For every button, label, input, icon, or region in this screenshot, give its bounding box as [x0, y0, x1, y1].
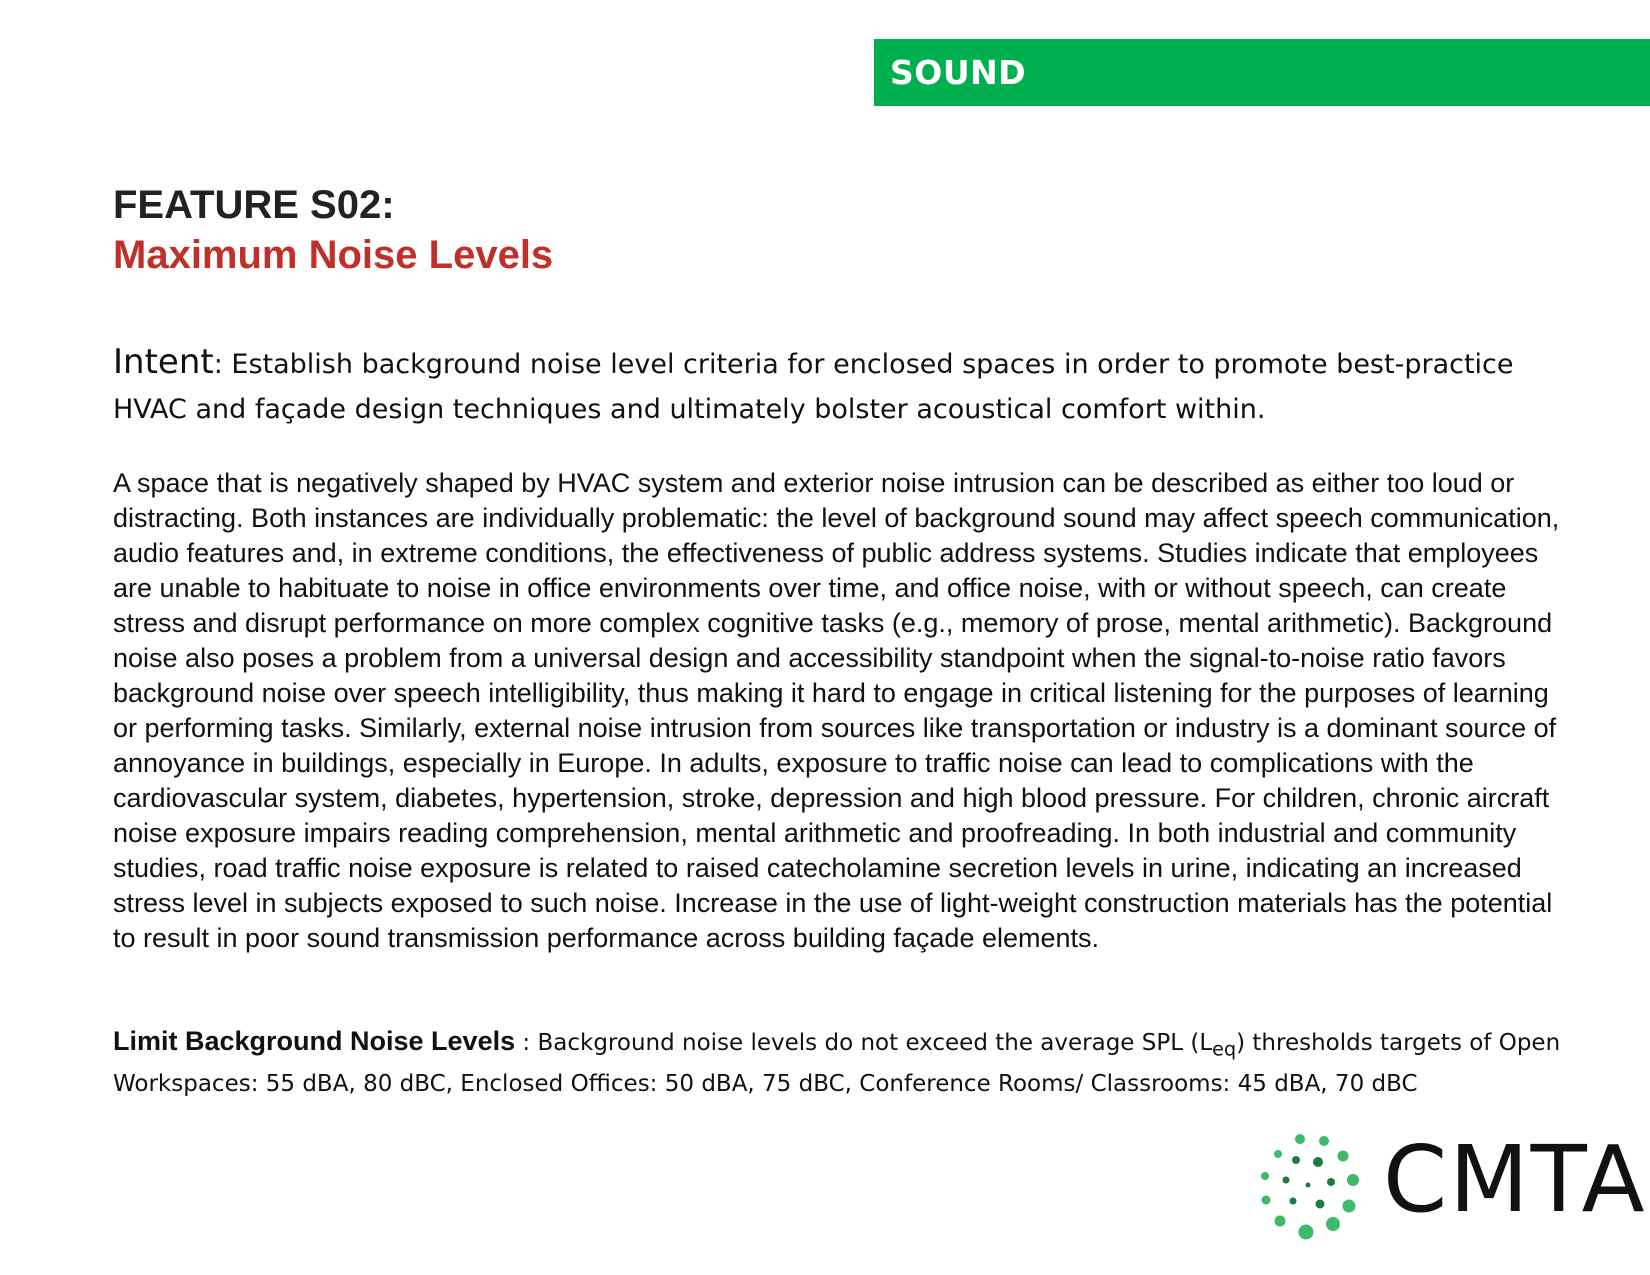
limit-requirement: [113, 1024, 1573, 1102]
category-banner: [874, 39, 1650, 106]
cmta-logo-text: CMTA: [1383, 1126, 1647, 1233]
intent-statement: [113, 340, 1573, 432]
intent-label: Intent: [113, 342, 214, 382]
limit-label: Limit Background Noise Levels: [113, 1026, 516, 1056]
limit-text-before: Background noise levels do not exceed the average SPL (L: [530, 1030, 1213, 1056]
logo-dots-inner: [1283, 1156, 1336, 1209]
limit-text-after: ) thresholds targets of Open Workspaces: 55 dBA, 80 dBC, Enclosed Offices: 50 dBA, 75 dBC, Conference Rooms/ Classrooms: 45 dBA, 70 dBC: [113, 1030, 1561, 1097]
feature-title: Maximum Noise Levels: [113, 233, 554, 277]
intent-text: Establish background noise level criteria for enclosed spaces in order to promote best-practice HVAC and façade design techniques and ultimately bolster acoustical comfort within.: [113, 349, 1514, 425]
logo-dots-outer: [1261, 1134, 1359, 1240]
limit-separator: :: [515, 1030, 531, 1056]
intent-separator: :: [213, 349, 223, 380]
cmta-dot-cluster-icon: [1258, 1132, 1366, 1240]
category-label: SOUND: [890, 53, 1027, 92]
feature-code: FEATURE S02:: [113, 183, 395, 227]
body-paragraph: A space that is negatively shaped by HVAC system and exterior noise intrusion can be described as either too loud or distracting. Both instances are individually problematic: the level of background sound may affect speech communication, audio features and, in extreme conditions, the effectiveness of public address systems. Studies indicate that employees are unable to habituate to noise in office environments over time, and office noise, with or without speech, can create stress and disrupt performance on more complex cognitive tasks (e.g., memory of prose, mental arithmetic). Background noise also poses a problem from a universal design and accessibility standpoint when the signal-to-noise ratio favors background noise over speech intelligibility, thus making it hard to engage in critical listening for the purposes of learning or performing tasks. Similarly, external noise intrusion from sources like transportation or industry is a dominant source of annoyance in buildings, especially in Europe. In adults, exposure to traffic noise can lead to complications with the cardiovascular system, diabetes, hypertension, stroke, depression and high blood pressure. For children, chronic aircraft noise exposure impairs reading comprehension, mental arithmetic and proofreading. In both industrial and community studies, road traffic noise exposure is related to raised catecholamine secretion levels in urine, indicating an increased stress level in subjects exposed to such noise. Increase in the use of light-weight construction materials has the potential to result in poor sound transmission performance across building façade elements.: [113, 468, 1560, 953]
leq-subscript: eq: [1212, 1037, 1237, 1061]
